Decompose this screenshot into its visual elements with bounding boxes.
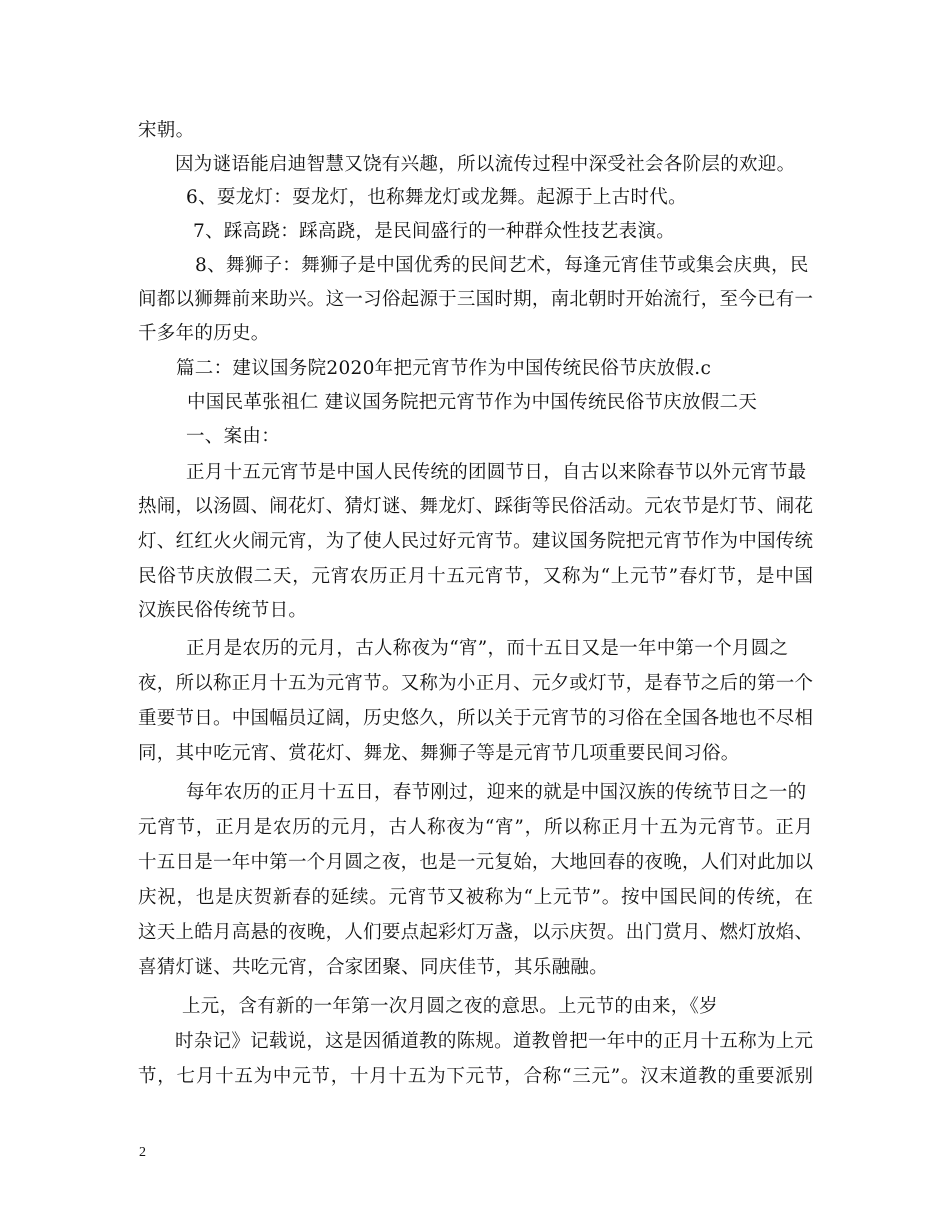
text-line: 十五日是一年中第一个月圆之夜，也是一元复始，大地回春的夜晚，人们对此加以 — [138, 852, 813, 873]
text-line: 8、舞狮子：舞狮子是中国优秀的民间艺术，每逢元宵佳节或集会庆典，民 — [195, 255, 809, 276]
text-line: 民俗节庆放假二天，元宵农历正月十五元宵节，又称为“上元节”春灯节，是中国 — [138, 566, 813, 587]
text-line: 节，七月十五为中元节，十月十五为下元节，合称“三元”。汉末道教的重要派别 — [138, 1066, 813, 1087]
text-line: 汉族民俗传统节日。 — [138, 600, 308, 621]
text-line: 时杂记》记载说，这是因循道教的陈规。道教曾把一年中的正月十五称为上元 — [175, 1031, 813, 1052]
text-line: 千多年的历史。 — [138, 323, 270, 344]
page-number: 2 — [139, 1145, 146, 1160]
text-line: 每年农历的正月十五日，春节刚过，迎来的就是中国汉族的传统节日之一的 — [186, 782, 807, 803]
text-line: 元宵节，正月是农历的元月，古人称夜为“宵”，所以称正月十五为元宵节。正月 — [138, 817, 813, 838]
text-line: 同，其中吃元宵、赏花灯、舞龙、舞狮子等是元宵节几项重要民间习俗。 — [138, 743, 740, 764]
text-line: 上元，含有新的一年第一次月圆之夜的意思。上元节的由来，《岁 — [182, 996, 718, 1017]
text-line: 喜猜灯谜、共吃元宵，合家团聚、同庆佳节，其乐融融。 — [138, 957, 609, 978]
text-line: 中国民革张祖仁 建议国务院把元宵节作为中国传统民俗节庆放假二天 — [187, 392, 758, 413]
text-line: 7、踩高跷：踩高跷，是民间盛行的一种群众性技艺表演。 — [193, 221, 676, 242]
text-line: 间都以狮舞前来助兴。这一习俗起源于三国时期，南北朝时开始流行，至今已有一 — [138, 289, 813, 310]
text-line: 重要节日。中国幅员辽阔，历史悠久，所以关于元宵节的习俗在全国各地也不尽相 — [138, 708, 813, 729]
text-line: 庆祝，也是庆贺新春的延续。元宵节又被称为“上元节”。按中国民间的传统，在 — [138, 887, 813, 908]
text-line: 正月十五元宵节是中国人民传统的团圆节日，自古以来除春节以外元宵节最 — [186, 462, 807, 483]
section-heading: 篇二：建议国务院2020年把元宵节作为中国传统民俗节庆放假.c — [176, 358, 712, 379]
text-line: 热闹，以汤圆、闹花灯、猜灯谜、舞龙灯、踩街等民俗活动。元农节是灯节、闹花 — [138, 496, 813, 517]
text-line: 正月是农历的元月，古人称夜为“宵”，而十五日又是一年中第一个月圆之 — [186, 638, 789, 659]
text-line: 因为谜语能启迪智慧又饶有兴趣，所以流传过程中深受社会各阶层的欢迎。 — [175, 154, 796, 175]
text-line: 宋朝。 — [138, 120, 195, 141]
text-line: 夜，所以称正月十五为元宵节。又称为小正月、元夕或灯节，是春节之后的第一个 — [138, 673, 813, 694]
text-line: 6、耍龙灯：耍龙灯，也称舞龙灯或龙舞。起源于上古时代。 — [186, 187, 687, 208]
text-line: 灯、红红火火闹元宵，为了使人民过好元宵节。建议国务院把元宵节作为中国传统 — [138, 531, 813, 552]
text-line: 一、案由： — [186, 426, 281, 447]
text-line: 这天上皓月高悬的夜晚，人们要点起彩灯万盏，以示庆贺。出门赏月、燃灯放焰、 — [138, 922, 813, 943]
